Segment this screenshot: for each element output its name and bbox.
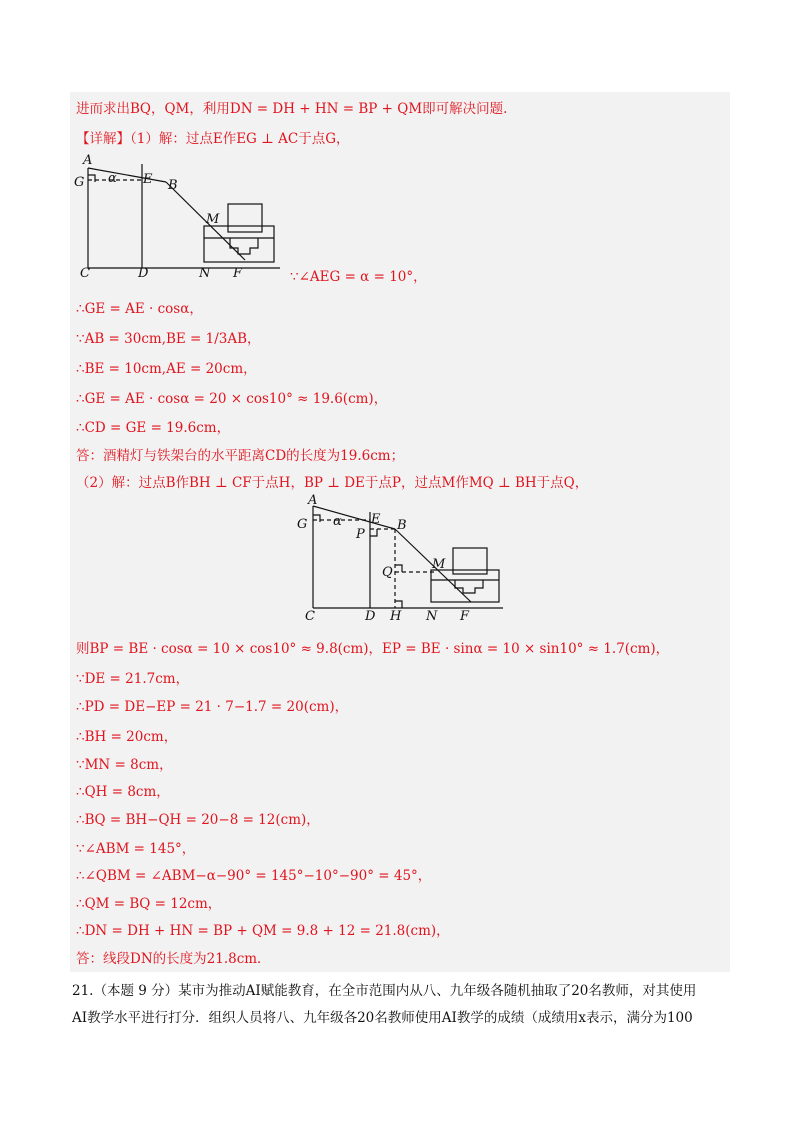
solution-line-8: ∴CD = GE = 19.6cm， <box>76 420 231 436</box>
solution-line-21: ∴DN = DH + HN = BP + QM = 9.8 + 12 = 21.8(cm)， <box>76 923 450 939</box>
solution-line-18: ∵∠ABM = 145°， <box>76 841 196 857</box>
label-F: F <box>460 609 470 624</box>
label-F: F <box>233 266 243 280</box>
figure-2 <box>293 492 513 628</box>
solution-line-12: ∵DE = 21.7cm， <box>76 671 190 687</box>
solution-line-20: ∴QM = BQ = 12cm， <box>76 896 222 912</box>
solution-line-5: ∵AB = 30cm,BE = 1/3AB， <box>76 331 261 347</box>
solution-line-22: 答：线段DN的长度为21.8cm． <box>76 951 271 967</box>
question-21-line-2: AI教学水平进行打分．组织人员将八、九年级各20名教师使用AI教学的成绩（成绩用x表示，满分为100 <box>72 1010 693 1026</box>
label-P: P <box>356 527 365 542</box>
label-D: D <box>138 266 149 280</box>
label-N: N <box>426 609 438 624</box>
label-M: M <box>432 557 446 572</box>
label-M: M <box>206 212 220 227</box>
label-A: A <box>83 153 93 168</box>
solution-line-11: 则BP = BE · cosα = 10 × cos10° ≈ 9.8(cm)，EP = BE · sinα = 10 × sin10° ≈ 1.7(cm)， <box>76 641 670 657</box>
label-B: B <box>168 178 178 193</box>
solution-line-19: ∴∠QBM = ∠ABM−α−90° = 145°−10°−90° = 45°， <box>76 868 432 884</box>
solution-line-13: ∴PD = DE−EP = 21 · 7−1.7 = 20(cm)， <box>76 699 349 715</box>
solution-line-6: ∴BE = 10cm,AE = 20cm， <box>76 361 257 377</box>
label-C: C <box>305 609 315 624</box>
solution-line-14: ∴BH = 20cm， <box>76 729 178 745</box>
label-E: E <box>371 512 381 527</box>
label-G: G <box>74 175 85 190</box>
solution-line-17: ∴BQ = BH−QH = 20−8 = 12(cm)， <box>76 812 320 828</box>
solution-line-10: （2）解：过点B作BH ⊥ CF于点H，BP ⊥ DE于点P，过点M作MQ ⊥ BH于点Q， <box>76 475 589 491</box>
label-B: B <box>397 518 407 533</box>
solution-line-4: ∴GE = AE · cosα， <box>76 301 203 317</box>
label-N: N <box>199 266 211 280</box>
label-alpha: α <box>108 171 117 186</box>
label-H: H <box>390 609 402 624</box>
solution-line-1: 进而求出BQ，QM，利用DN = DH + HN = BP + QM即可解决问题. <box>76 101 508 117</box>
label-D: D <box>365 609 376 624</box>
figure-1 <box>70 150 290 280</box>
solution-line-9: 答：酒精灯与铁架台的水平距离CD的长度为19.6cm； <box>76 448 405 464</box>
label-A: A <box>308 493 318 508</box>
solution-line-15: ∵MN = 8cm， <box>76 757 173 773</box>
label-Q: Q <box>382 565 393 580</box>
solution-line-16: ∴QH = 8cm， <box>76 784 170 800</box>
label-C: C <box>80 266 90 280</box>
solution-line-3: ∵∠AEG = α = 10°， <box>290 269 427 285</box>
question-21-line-1: 21.（本题 9 分）某市为推动AI赋能教育，在全市范围内从八、九年级各随机抽取了20名教师，对其使用 <box>72 983 697 999</box>
label-G: G <box>297 517 308 532</box>
solution-line-2: 【详解】（1）解：过点E作EG ⊥ AC于点G， <box>76 131 350 147</box>
label-alpha: α <box>333 514 342 529</box>
solution-line-7: ∴GE = AE · cosα = 20 × cos10° ≈ 19.6(cm)， <box>76 391 388 407</box>
label-E: E <box>143 172 153 187</box>
